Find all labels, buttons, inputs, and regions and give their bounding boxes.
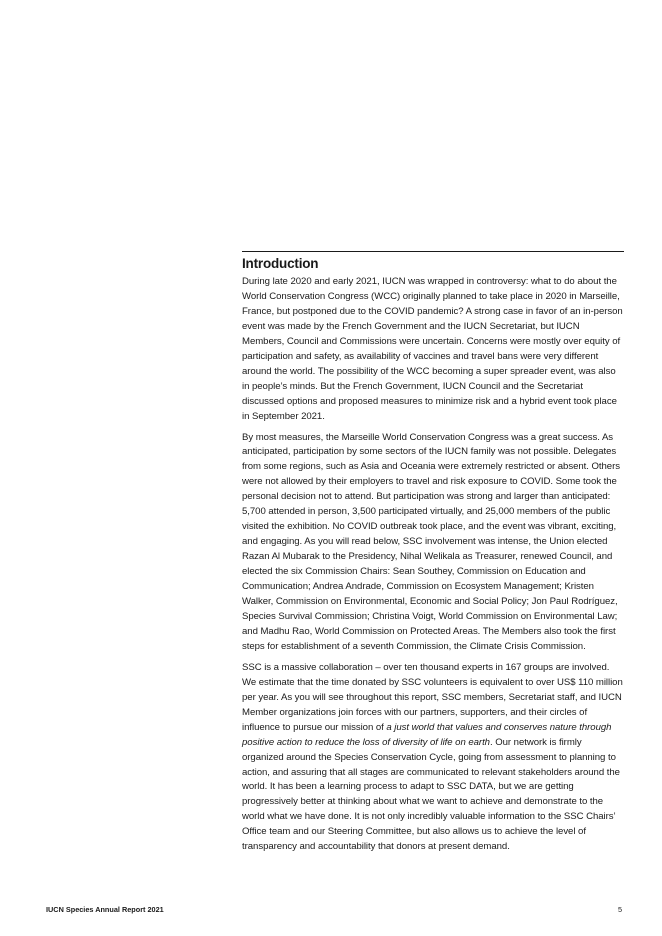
paragraph-1: During late 2020 and early 2021, IUCN was wrapped in controversy: what to do about the World Conservation Congress (WCC) originally planned to take place in 2020 in Marseille, France, but postponed due to the COVID pandemic? A strong case in favor of an in-person event was made by the French Government and the IUCN Secretariat, but IUCN Members, Council and Commissions were uncertain. Concerns were mostly over equity of participation and safety, as availability of vaccines and travel bans were very different around the world. The possibility of the WCC becoming a super spreader event, was also in people’s minds. But the French Government, IUCN Council and the Secretariat discussed options and proposed measures to minimize risk and a hybrid event took place in September 2021. (242, 276, 623, 422)
section-divider (242, 251, 624, 252)
introduction-section (242, 251, 624, 861)
paragraph-3-text-before: SSC is a massive collaboration – over ten thousand experts in 167 groups are involved. We estimate that the time donated by SSC volunteers is equivalent to over US$ 110 million per year. As you will see throughout this report, SSC members, Secretariat staff, and IUCN Member organizations join forces with our partners, supporters, and their circles of influence to pursue our mission of (242, 661, 623, 733)
footer-report-title: IUCN Species Annual Report 2021 (46, 905, 164, 914)
footer-page-number: 5 (618, 905, 623, 914)
paragraph-3 (242, 661, 624, 855)
mission-statement: a just world that values and conserves nature through positive action to reduce the loss of diversity of life on earth (242, 721, 612, 748)
section-heading: Introduction (242, 256, 319, 271)
paragraph-3-text-after: . Our network is firmly organized around the Species Conservation Cycle, going from assessment to planning to action, and assuring that all stages are communicated to relevant stakeholders around the world. It has been a learning process to adapt to SSC DATA, but we are getting progressively better at thinking about what we want to achieve and demonstrate to the world what we have done. It is not only incredibly valuable information to the SSC Chairs’ Office team and our Steering Committee, but also allows us to achieve the level of transparency and accountability that donors at present demand. (242, 736, 620, 853)
paragraph-2: By most measures, the Marseille World Conservation Congress was a great success. As anticipated, participation by some sectors of the IUCN family was not possible. Delegates from some regions, such as Asia and Oceania were extremely restricted or absent. Others were not allowed by their employers to travel and risk exposure to COVID. Some took the personal decision not to attend. But participation was strong and larger than anticipated: 5,700 attended in person, 3,500 participated virtually, and 25,000 members of the public visited the exhibition. No COVID outbreak took place, and the event was vibrant, exciting, and engaging. As you will read below, SSC involvement was intense, the Union elected Razan Al Mubarak to the Presidency, Nihal Welikala as Treasurer, renewed Council, and elected the six Commission Chairs: Sean Southey, Commission on Education and Communication; Andrea Andrade, Commission on Ecosystem Management; Kristen Walker, Commission on Environmental, Economic and Social Policy; Jon Paul Rodríguez, Species Survival Commission; Christina Voigt, World Commission on Environmental Law; and Madhu Rao, World Commission on Protected Areas. The Members also took the first steps for establishment of a seventh Commission, the Climate Crisis Commission. (242, 431, 620, 652)
